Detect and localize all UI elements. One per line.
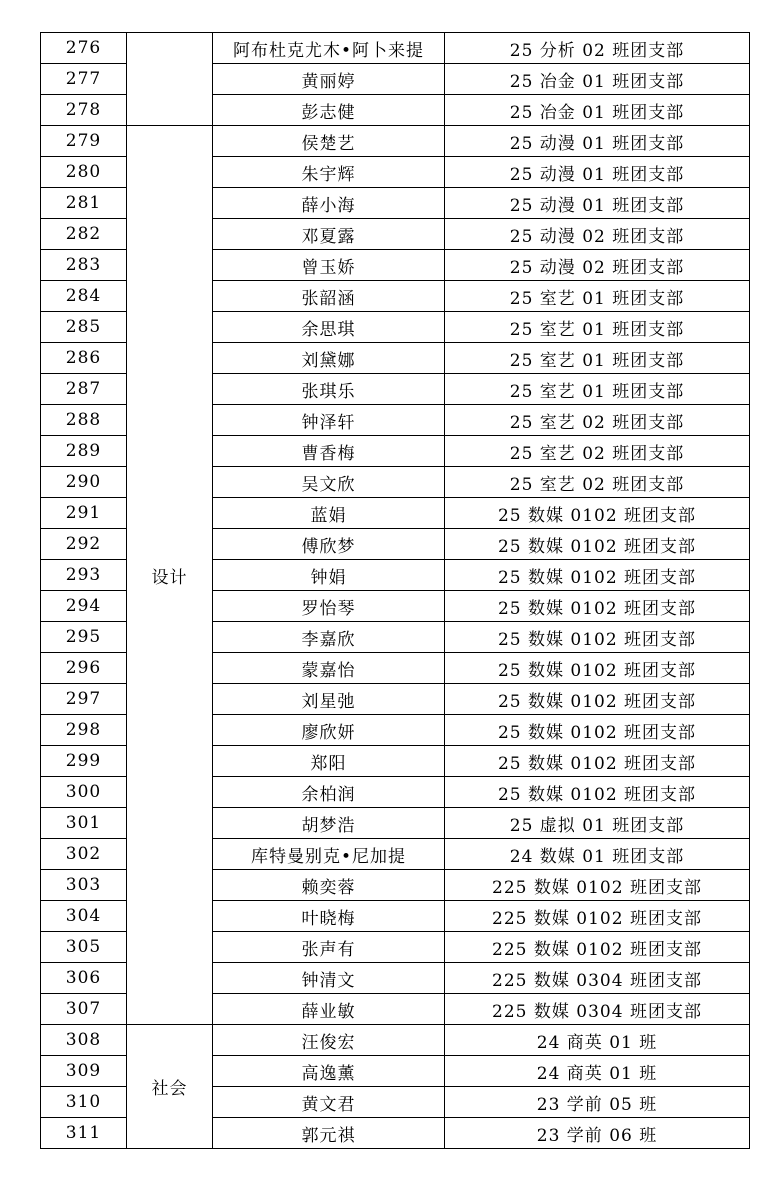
college-cell: 社会: [127, 1025, 213, 1149]
student-name-cell: 蓝娟: [213, 498, 445, 529]
branch-cell: 23 学前 05 班: [445, 1087, 750, 1118]
row-number-cell: 310: [41, 1087, 127, 1118]
branch-cell: 25 冶金 01 班团支部: [445, 95, 750, 126]
row-number-cell: 291: [41, 498, 127, 529]
row-number-cell: 301: [41, 808, 127, 839]
student-name-cell: 余思琪: [213, 312, 445, 343]
branch-cell: 25 数媒 0102 班团支部: [445, 498, 750, 529]
student-name-cell: 傅欣梦: [213, 529, 445, 560]
row-number-cell: 299: [41, 746, 127, 777]
row-number-cell: 283: [41, 250, 127, 281]
row-number-cell: 288: [41, 405, 127, 436]
row-number-cell: 298: [41, 715, 127, 746]
row-number-cell: 294: [41, 591, 127, 622]
branch-cell: 25 数媒 0102 班团支部: [445, 684, 750, 715]
branch-cell: 24 数媒 01 班团支部: [445, 839, 750, 870]
table-row: [41, 126, 750, 157]
branch-cell: 25 动漫 01 班团支部: [445, 188, 750, 219]
row-number-cell: 311: [41, 1118, 127, 1149]
student-name-cell: 彭志健: [213, 95, 445, 126]
branch-cell: 25 动漫 02 班团支部: [445, 219, 750, 250]
student-name-cell: 罗怡琴: [213, 591, 445, 622]
row-number-cell: 279: [41, 126, 127, 157]
student-name-cell: 侯楚艺: [213, 126, 445, 157]
branch-cell: 25 室艺 01 班团支部: [445, 343, 750, 374]
row-number-cell: 292: [41, 529, 127, 560]
row-number-cell: 286: [41, 343, 127, 374]
student-name-cell: 黄文君: [213, 1087, 445, 1118]
row-number-cell: 306: [41, 963, 127, 994]
row-number-cell: 285: [41, 312, 127, 343]
row-number-cell: 290: [41, 467, 127, 498]
roster-table: [40, 32, 750, 1149]
row-number-cell: 307: [41, 994, 127, 1025]
student-name-cell: 黄丽婷: [213, 64, 445, 95]
student-name-cell: 廖欣妍: [213, 715, 445, 746]
branch-cell: 24 商英 01 班: [445, 1056, 750, 1087]
branch-cell: 225 数媒 0102 班团支部: [445, 932, 750, 963]
student-name-cell: 张韶涵: [213, 281, 445, 312]
row-number-cell: 303: [41, 870, 127, 901]
student-name-cell: 薛小海: [213, 188, 445, 219]
row-number-cell: 281: [41, 188, 127, 219]
student-name-cell: 刘星弛: [213, 684, 445, 715]
branch-cell: 25 数媒 0102 班团支部: [445, 591, 750, 622]
branch-cell: 25 室艺 02 班团支部: [445, 467, 750, 498]
student-name-cell: 郑阳: [213, 746, 445, 777]
student-name-cell: 李嘉欣: [213, 622, 445, 653]
student-name-cell: 钟泽轩: [213, 405, 445, 436]
row-number-cell: 304: [41, 901, 127, 932]
student-name-cell: 刘黛娜: [213, 343, 445, 374]
branch-cell: 25 室艺 02 班团支部: [445, 405, 750, 436]
student-name-cell: 吴文欣: [213, 467, 445, 498]
branch-cell: 25 室艺 02 班团支部: [445, 436, 750, 467]
student-name-cell: 曾玉娇: [213, 250, 445, 281]
row-number-cell: 296: [41, 653, 127, 684]
row-number-cell: 297: [41, 684, 127, 715]
branch-cell: 25 分析 02 班团支部: [445, 33, 750, 64]
student-name-cell: 胡梦浩: [213, 808, 445, 839]
student-name-cell: 曹香梅: [213, 436, 445, 467]
row-number-cell: 293: [41, 560, 127, 591]
table-row: [41, 33, 750, 64]
branch-cell: 225 数媒 0102 班团支部: [445, 901, 750, 932]
student-name-cell: 蒙嘉怡: [213, 653, 445, 684]
branch-cell: 25 室艺 01 班团支部: [445, 312, 750, 343]
branch-cell: 25 室艺 01 班团支部: [445, 281, 750, 312]
row-number-cell: 276: [41, 33, 127, 64]
branch-cell: 24 商英 01 班: [445, 1025, 750, 1056]
branch-cell: 23 学前 06 班: [445, 1118, 750, 1149]
row-number-cell: 295: [41, 622, 127, 653]
branch-cell: 225 数媒 0304 班团支部: [445, 963, 750, 994]
branch-cell: 25 冶金 01 班团支部: [445, 64, 750, 95]
student-name-cell: 阿布杜克尤木•阿卜来提: [213, 33, 445, 64]
student-name-cell: 余柏润: [213, 777, 445, 808]
student-name-cell: 钟娟: [213, 560, 445, 591]
student-name-cell: 叶晓梅: [213, 901, 445, 932]
branch-cell: 25 数媒 0102 班团支部: [445, 653, 750, 684]
student-name-cell: 钟清文: [213, 963, 445, 994]
row-number-cell: 300: [41, 777, 127, 808]
row-number-cell: 287: [41, 374, 127, 405]
student-name-cell: 郭元祺: [213, 1118, 445, 1149]
branch-cell: 25 数媒 0102 班团支部: [445, 715, 750, 746]
row-number-cell: 309: [41, 1056, 127, 1087]
student-name-cell: 库特曼别克•尼加提: [213, 839, 445, 870]
roster-body: [41, 33, 750, 1149]
branch-cell: 25 动漫 01 班团支部: [445, 157, 750, 188]
row-number-cell: 284: [41, 281, 127, 312]
branch-cell: 25 数媒 0102 班团支部: [445, 622, 750, 653]
student-name-cell: 汪俊宏: [213, 1025, 445, 1056]
branch-cell: 225 数媒 0102 班团支部: [445, 870, 750, 901]
row-number-cell: 278: [41, 95, 127, 126]
row-number-cell: 282: [41, 219, 127, 250]
branch-cell: 25 数媒 0102 班团支部: [445, 560, 750, 591]
table-row: [41, 1025, 750, 1056]
branch-cell: 25 动漫 02 班团支部: [445, 250, 750, 281]
branch-cell: 25 数媒 0102 班团支部: [445, 746, 750, 777]
branch-cell: 25 虚拟 01 班团支部: [445, 808, 750, 839]
student-name-cell: 张琪乐: [213, 374, 445, 405]
student-name-cell: 赖奕蓉: [213, 870, 445, 901]
row-number-cell: 305: [41, 932, 127, 963]
row-number-cell: 289: [41, 436, 127, 467]
branch-cell: 25 数媒 0102 班团支部: [445, 529, 750, 560]
college-cell: [127, 33, 213, 126]
row-number-cell: 277: [41, 64, 127, 95]
student-name-cell: 朱宇辉: [213, 157, 445, 188]
branch-cell: 25 数媒 0102 班团支部: [445, 777, 750, 808]
row-number-cell: 280: [41, 157, 127, 188]
row-number-cell: 308: [41, 1025, 127, 1056]
college-cell: 设计: [127, 126, 213, 1025]
branch-cell: 25 室艺 01 班团支部: [445, 374, 750, 405]
branch-cell: 225 数媒 0304 班团支部: [445, 994, 750, 1025]
student-name-cell: 张声有: [213, 932, 445, 963]
student-name-cell: 高逸薰: [213, 1056, 445, 1087]
branch-cell: 25 动漫 01 班团支部: [445, 126, 750, 157]
row-number-cell: 302: [41, 839, 127, 870]
student-name-cell: 薛业敏: [213, 994, 445, 1025]
student-name-cell: 邓夏露: [213, 219, 445, 250]
